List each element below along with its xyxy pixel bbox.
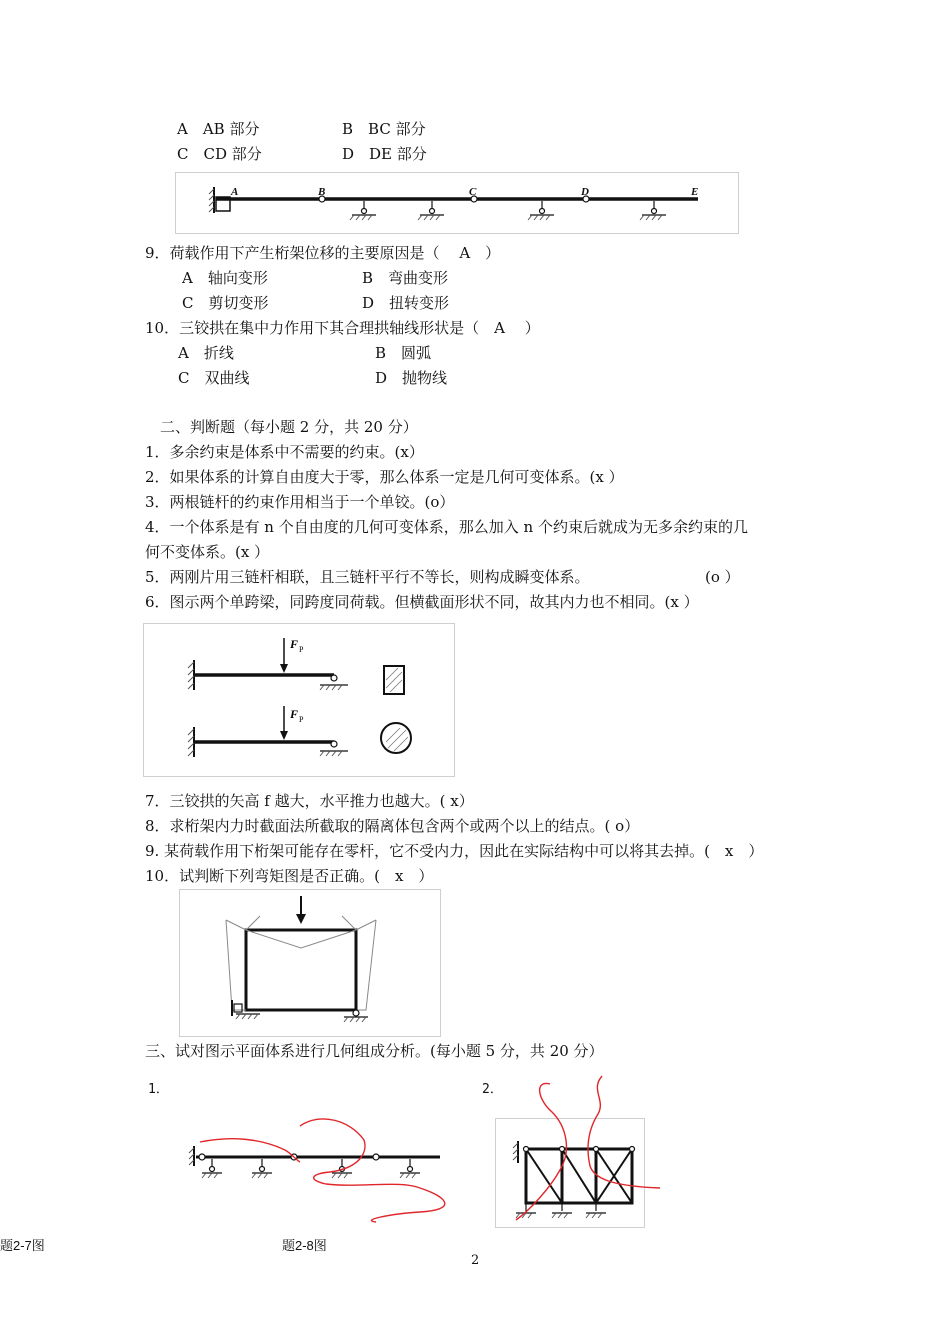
option-b: B BC 部分	[342, 120, 426, 138]
q9-option-a: A 轴向变形	[182, 269, 268, 287]
load-sub-top: P	[299, 645, 304, 654]
label-e: E	[691, 186, 699, 198]
problem-1-label: 1．	[148, 1082, 169, 1097]
q10-option-b: B 圆弧	[375, 344, 432, 362]
q9-option-c: C 剪切变形	[182, 294, 269, 312]
load-sub-bottom: P	[299, 715, 304, 724]
section-2-heading: 二、判断题（每小题 2 分，共 20 分）	[160, 418, 418, 436]
q6-beams-figure	[143, 623, 455, 777]
caption-fig-2-8: 题2-8图	[282, 1238, 327, 1253]
page-number: 2	[471, 1253, 480, 1268]
section-3-heading: 三、试对图示平面体系进行几何组成分析。(每小题 5 分，共 20 分）	[145, 1042, 604, 1060]
moment-diagram	[180, 890, 440, 1036]
judge-item-3: 3．两根链杆的约束作用相当于一个单铰。(o）	[145, 493, 455, 511]
judge-item-1: 1．多余约束是体系中不需要的约束。(x）	[145, 443, 424, 461]
load-label-bottom: F	[290, 707, 299, 721]
judge-item-4-cont: 何不变体系。(x ）	[145, 543, 270, 561]
label-a: A	[231, 186, 239, 198]
q8-beam-figure	[175, 172, 739, 234]
judge-item-6: 6．图示两个单跨梁，同跨度同荷载。但横截面形状不同，故其内力也不相同。(x ）	[145, 593, 699, 611]
label-d: D	[581, 186, 589, 198]
q10-option-d: D 抛物线	[375, 369, 448, 387]
option-d: D DE 部分	[342, 145, 427, 163]
option-c: C CD 部分	[177, 145, 262, 163]
handwriting-red-2	[490, 1070, 670, 1230]
judge-item-5: 5．两刚片用三链杆相联，且三链杆平行不等长，则构成瞬变体系。	[145, 568, 590, 586]
two-beams-diagram	[144, 624, 454, 776]
beam-diagram	[176, 173, 738, 233]
q9-option-d: D 扭转变形	[362, 294, 450, 312]
load-label-top: F	[290, 637, 299, 651]
label-b: B	[318, 186, 326, 198]
judge-item-9: 9. 某荷载作用下桁架可能存在零杆，它不受内力，因此在实际结构中可以将其去掉。( x ）	[145, 842, 764, 860]
judge-item-10: 10．试判断下列弯矩图是否正确。( x ）	[145, 867, 434, 885]
option-a: A AB 部分	[177, 120, 260, 138]
question-10: 10．三铰拱在集中力作用下其合理拱轴线形状是（ A ）	[145, 319, 540, 337]
judge-item-4: 4．一个体系是有 n 个自由度的几何可变体系，那么加入 n 个约束后就成为无多余约束的几	[145, 518, 748, 536]
judge-item-8: 8．求桁架内力时截面法所截取的隔离体包含两个或两个以上的结点。( o）	[145, 817, 640, 835]
judge-item-7: 7．三铰拱的矢高 f 越大，水平推力也越大。( x）	[145, 792, 474, 810]
judge-item-5-answer: (o ）	[705, 568, 740, 586]
judge-item-2: 2．如果体系的计算自由度大于零，那么体系一定是几何可变体系。(x ）	[145, 468, 624, 486]
q10-frame-figure	[179, 889, 441, 1037]
label-c: C	[469, 186, 477, 198]
problem-2-label: 2．	[482, 1082, 503, 1097]
caption-fig-2-7: 题2-7图	[0, 1238, 45, 1253]
problem-1-diagram	[180, 1090, 470, 1230]
q10-option-c: C 双曲线	[178, 369, 250, 387]
q9-option-b: B 弯曲变形	[362, 269, 449, 287]
question-9: 9．荷载作用下产生桁架位移的主要原因是（ A ）	[145, 244, 501, 262]
q10-option-a: A 折线	[178, 344, 234, 362]
